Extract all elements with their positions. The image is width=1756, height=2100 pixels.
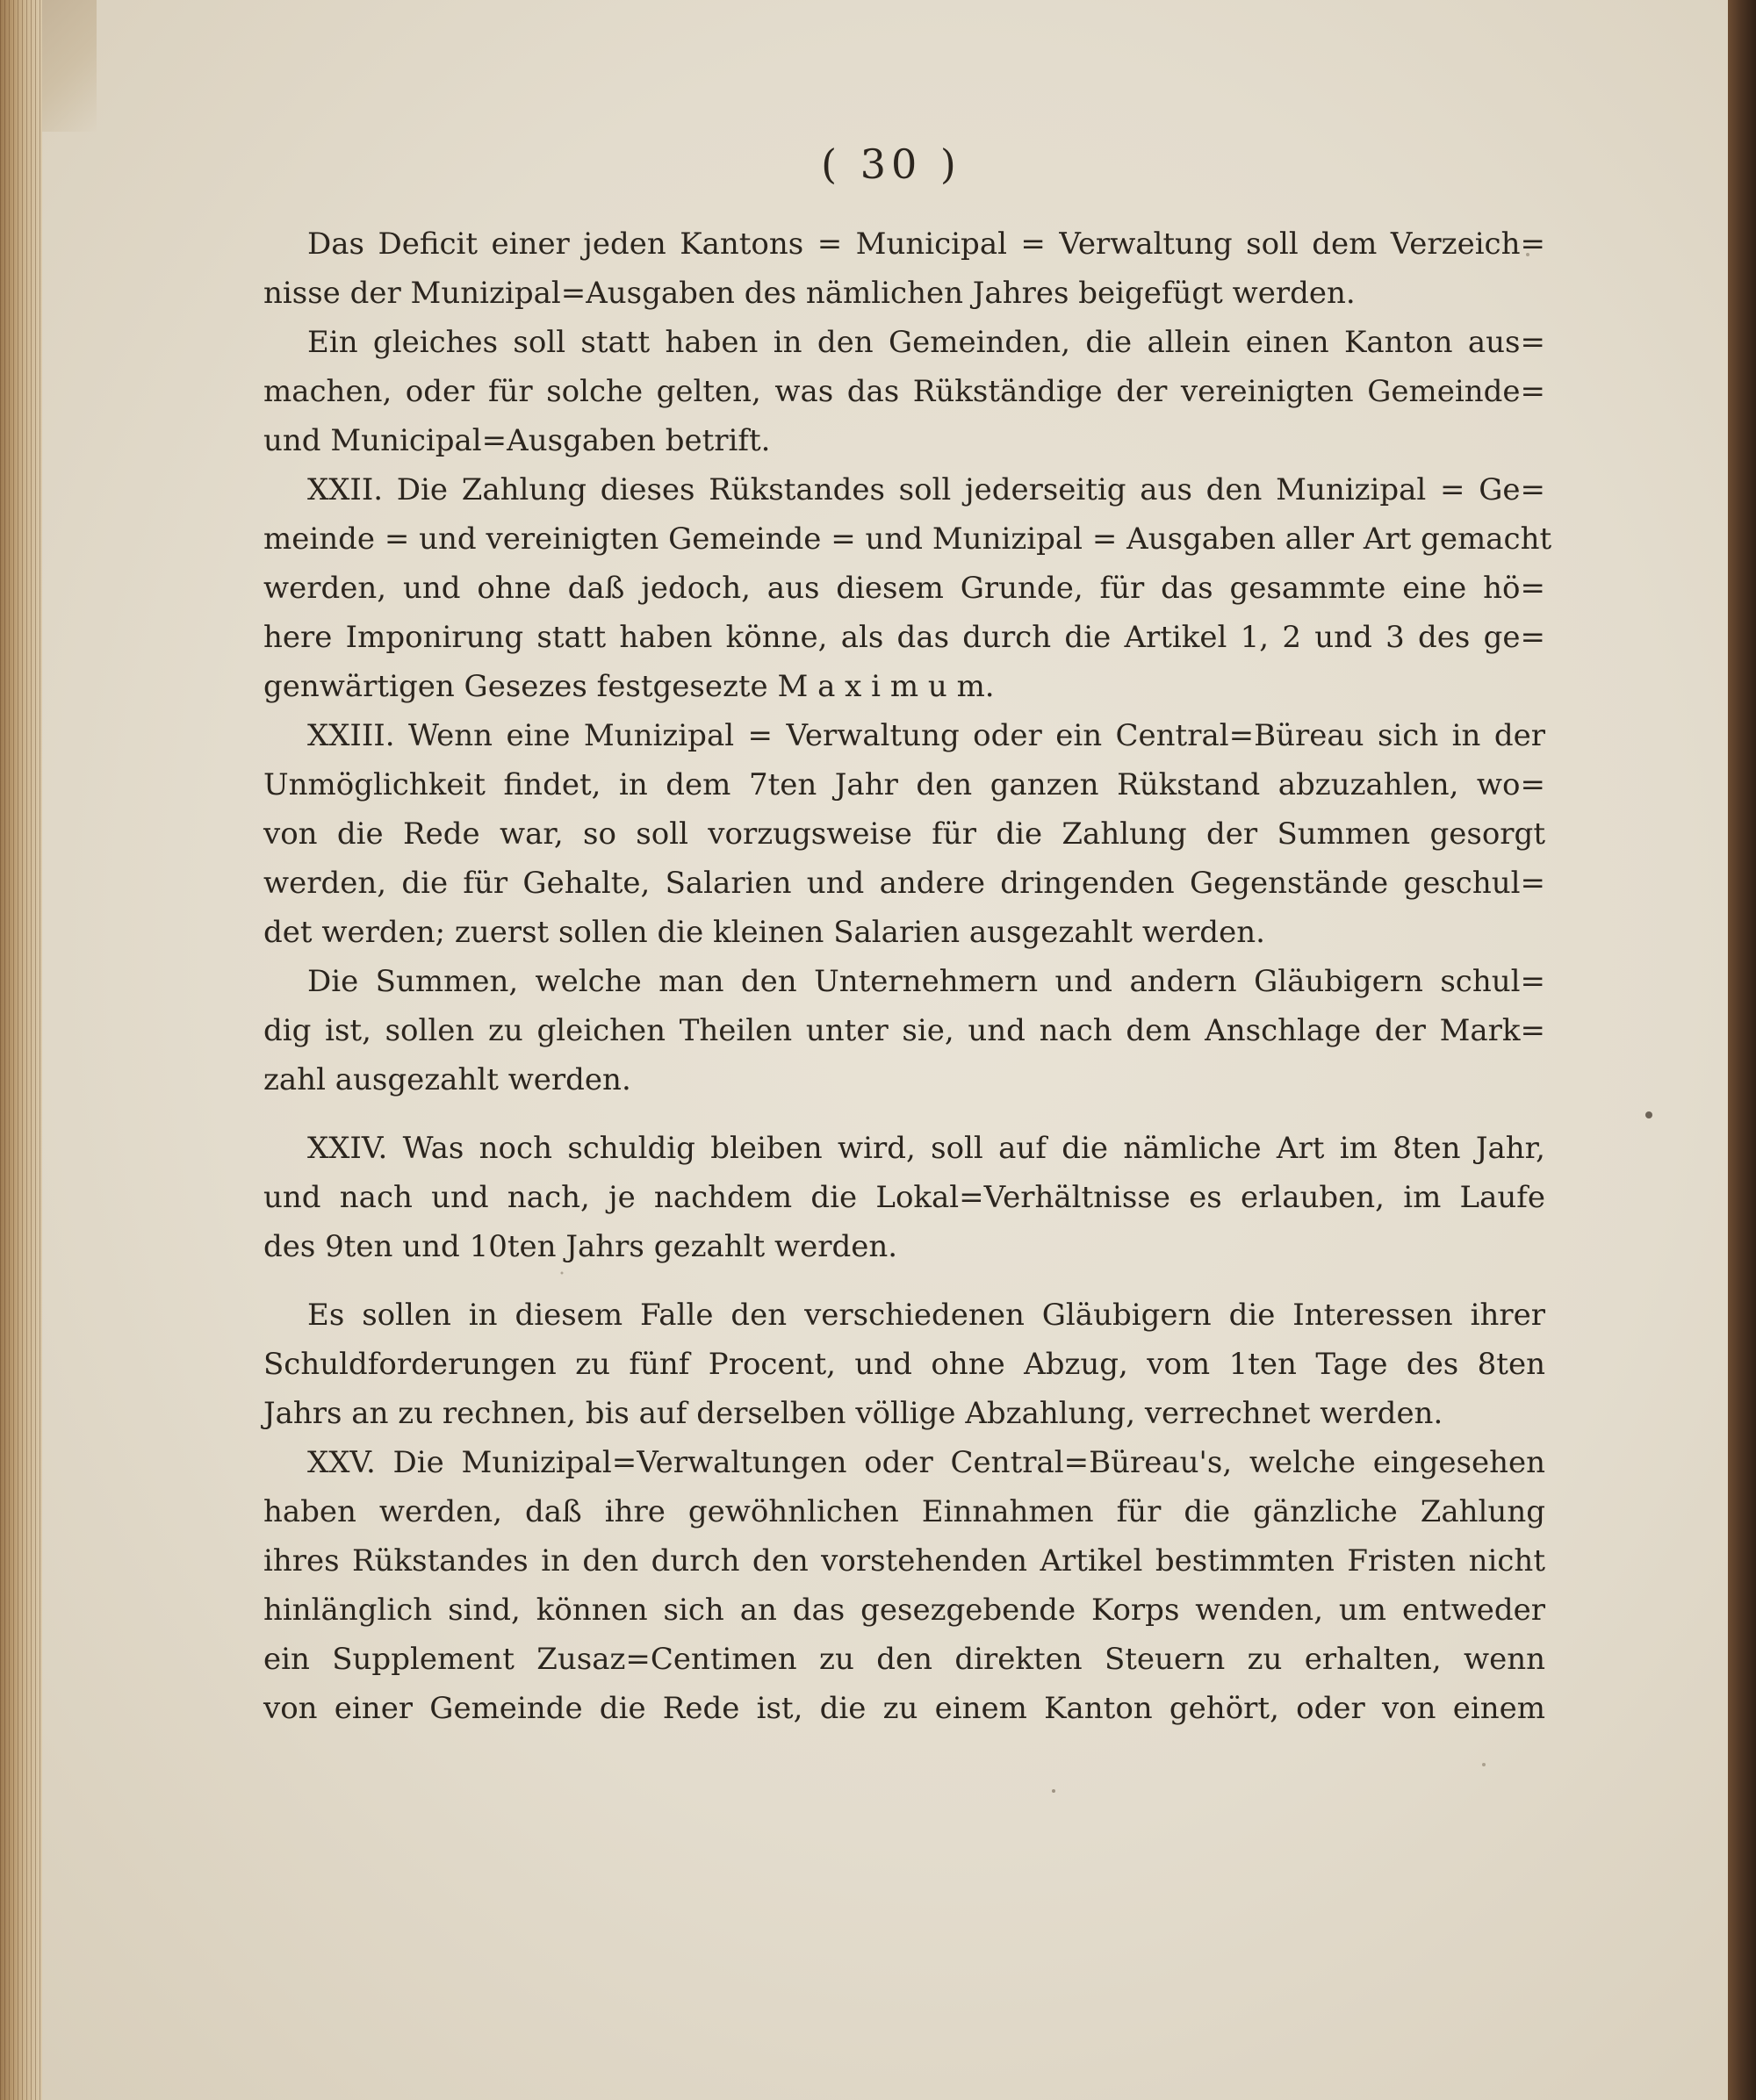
text-line: werden, die für Gehalte, Salarien und andere dringenden Gegenstände geschul= bbox=[263, 866, 1545, 901]
paragraph bbox=[263, 957, 1545, 1104]
text-line: genwärtigen Gesezes festgesezte M a x i m u m. bbox=[263, 669, 995, 704]
page-number: ( 30 ) bbox=[821, 140, 961, 188]
text-line: Ein gleiches soll statt haben in den Gemeinden, die allein einen Kanton aus= bbox=[307, 325, 1545, 360]
text-line: XXV. Die Munizipal=Verwaltungen oder Central=Büreau's, welche eingesehen bbox=[307, 1445, 1545, 1480]
text-line: Schuldforderungen zu fünf Procent, und ohne Abzug, vom 1ten Tage des 8ten bbox=[263, 1347, 1545, 1382]
body-text bbox=[263, 219, 1552, 1733]
text-line: haben werden, daß ihre gewöhnlichen Einnahmen für die gänzliche Zahlung bbox=[263, 1494, 1545, 1529]
text-line: zahl ausgezahlt werden. bbox=[263, 1062, 631, 1097]
text-line: Jahrs an zu rechnen, bis auf derselben völlige Abzahlung, verrechnet werden. bbox=[263, 1396, 1443, 1431]
right-binding-edge bbox=[1728, 0, 1756, 2100]
text-line: Die Summen, welche man den Unternehmern und andern Gläubigern schul= bbox=[307, 964, 1545, 999]
text-line: ein Supplement Zusaz=Centimen zu den direkten Steuern zu erhalten, wenn bbox=[263, 1642, 1545, 1677]
text-line: ihres Rükstandes in den durch den vorstehenden Artikel bestimmten Fristen nicht bbox=[263, 1543, 1545, 1579]
paragraph bbox=[263, 318, 1545, 465]
paragraph-article-xxii bbox=[263, 465, 1552, 711]
text-line: dig ist, sollen zu gleichen Theilen unter sie, und nach dem Anschlage der Mark= bbox=[263, 1013, 1545, 1048]
text-line: Es sollen in diesem Falle den verschiedenen Gläubigern die Interessen ihrer bbox=[307, 1298, 1545, 1333]
text-line: von einer Gemeinde die Rede ist, die zu einem Kanton gehört, oder von einem bbox=[263, 1691, 1545, 1726]
text-line: XXIV. Was noch schuldig bleiben wird, soll auf die nämliche Art im 8ten Jahr, bbox=[307, 1131, 1545, 1166]
paragraph-article-xxiv bbox=[263, 1124, 1545, 1271]
text-line: und nach und nach, je nachdem die Lokal=Verhältnisse es erlauben, im Laufe bbox=[263, 1180, 1545, 1215]
paragraph-article-xxiii bbox=[263, 711, 1545, 957]
text-line: machen, oder für solche gelten, was das Rükständige der vereinigten Gemeinde= bbox=[263, 374, 1545, 409]
paragraph-gap bbox=[263, 1271, 1545, 1291]
text-line: werden, und ohne daß jedoch, aus diesem Grunde, für das gesammte eine hö= bbox=[263, 571, 1545, 606]
paragraph-article-xxv bbox=[263, 1438, 1545, 1733]
text-line: hinlänglich sind, können sich an das gesezgebende Korps wenden, um entweder bbox=[263, 1593, 1545, 1628]
text-line: XXII. Die Zahlung dieses Rükstandes soll jederseitig aus den Munizipal = Ge= bbox=[307, 472, 1545, 507]
text-line: XXIII. Wenn eine Munizipal = Verwaltung oder ein Central=Büreau sich in der bbox=[307, 718, 1545, 753]
page-edges bbox=[0, 0, 42, 2100]
paragraph bbox=[263, 219, 1545, 318]
text-line: det werden; zuerst sollen die kleinen Salarien ausgezahlt werden. bbox=[263, 915, 1265, 950]
paragraph-gap bbox=[263, 1104, 1545, 1124]
text-line: here Imponirung statt haben könne, als das durch die Artikel 1, 2 und 3 des ge= bbox=[263, 620, 1545, 655]
text-line: des 9ten und 10ten Jahrs gezahlt werden. bbox=[263, 1229, 898, 1264]
paragraph bbox=[263, 1291, 1545, 1438]
text-line: Das Deficit einer jeden Kantons = Municipal = Verwaltung soll dem Verzeich= bbox=[307, 227, 1545, 262]
text-line: und Municipal=Ausgaben betrift. bbox=[263, 423, 771, 458]
text-line: von die Rede war, so soll vorzugsweise für die Zahlung der Summen gesorgt bbox=[263, 816, 1545, 852]
text-line: Unmöglichkeit findet, in dem 7ten Jahr den ganzen Rükstand abzuzahlen, wo= bbox=[263, 767, 1545, 802]
text-line: nisse der Munizipal=Ausgaben des nämlichen Jahres beigefügt werden. bbox=[263, 276, 1356, 311]
text-line: meinde = und vereinigten Gemeinde = und Munizipal = Ausgaben aller Art gemacht bbox=[263, 521, 1552, 557]
